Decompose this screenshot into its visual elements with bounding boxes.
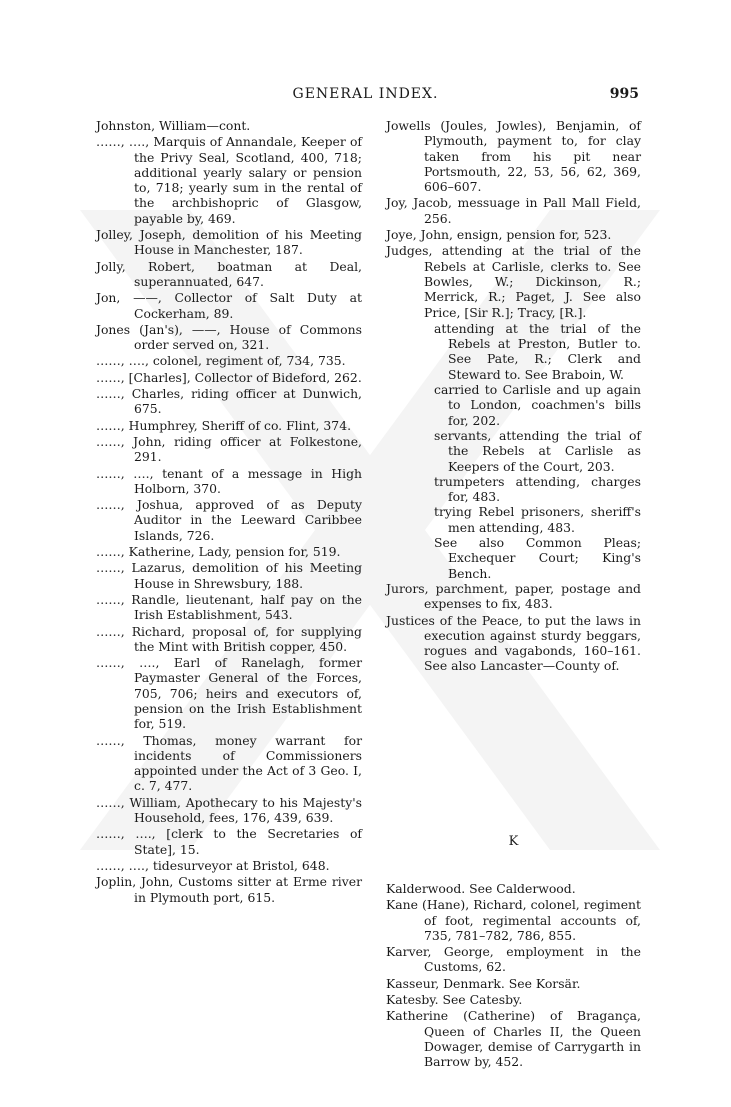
index-entry: ……, Katherine, Lady, pension for, 519. xyxy=(96,544,341,560)
index-entry: Judges, attending at the trial of the Rebels at Carlisle, clerks to. See Bowles, W.; Dickinson, R.; Merrick, R.; Paget, J. See also Price, [Sir R.]; Tracy, [R.]. xyxy=(386,243,641,320)
index-entry: Jones (Jan's), ——, House of Commons order served on, 321. xyxy=(96,321,362,353)
left-column xyxy=(96,118,362,906)
index-entry: ……, …., tenant of a message in High Holborn, 370. xyxy=(96,465,362,496)
index-entry: Justices of the Peace, to put the laws in execution against sturdy beggars, rogues and vagabonds, 160–161. See also Lancaster—County of. xyxy=(386,612,641,674)
index-entry: ……, …., colonel, regiment of, 734, 735. xyxy=(96,353,346,369)
index-subentry: carried to Carlisle and up again to London, coachmen's bills for, 202. xyxy=(434,382,641,428)
index-entry: ……, Lazarus, demolition of his Meeting House in Shrewsbury, 188. xyxy=(96,560,362,591)
index-entry: Jolly, Robert, boatman at Deal, superannuated, 647. xyxy=(96,258,362,289)
index-subentry: attending at the trial of the Rebels at Preston, Butler to. See Pate, R.; Clerk and Steward to. See Braboin, W. xyxy=(434,320,641,382)
index-entry: ……, [Charles], Collector of Bideford, 262. xyxy=(96,369,362,385)
index-entry: ……, Joshua, approved of as Deputy Auditor in the Leeward Caribbee Islands, 726. xyxy=(96,497,362,543)
index-entry: Jolley, Joseph, demolition of his Meeting House in Manchester, 187. xyxy=(96,227,362,258)
index-entry: ……, Richard, proposal of, for supplying the Mint with British copper, 450. xyxy=(96,623,362,654)
index-entry: Karver, George, employment in the Customs, 62. xyxy=(386,944,641,975)
index-entry: ……, …., tidesurveyor at Bristol, 648. xyxy=(96,857,330,873)
page-header xyxy=(0,86,731,106)
index-entry: Joplin, John, Customs sitter at Erme river in Plymouth port, 615. xyxy=(96,874,362,905)
right-column xyxy=(386,118,641,1071)
index-entry: ……, Humphrey, Sheriff of co. Flint, 374. xyxy=(96,417,352,433)
index-subentry: servants, attending the trial of the Rebels at Carlisle as Keepers of the Court, 203. xyxy=(434,427,641,474)
index-entry: Johnston, William—cont. xyxy=(96,118,251,133)
index-entry: Jurors, parchment, paper, postage and expenses to fix, 483. xyxy=(386,580,641,612)
index-entry: ……, …., Earl of Ranelagh, former Paymaster General of the Forces, 705, 706; heirs and executors of, pension on the Irish Establishment for, 519. xyxy=(96,655,362,732)
index-entry: Jon, ——, Collector of Salt Duty at Cockerham, 89. xyxy=(96,290,362,321)
index-entry: Joye, John, ensign, pension for, 523. xyxy=(386,227,612,243)
index-entry: ……, William, Apothecary to his Majesty's Household, fees, 176, 439, 639. xyxy=(96,794,362,826)
running-title: GENERAL INDEX. xyxy=(292,86,439,102)
index-entry: Katesby. See Catesby. xyxy=(386,992,523,1008)
index-subentry: See also Common Pleas; Exchequer Court; King's Bench. xyxy=(434,535,641,581)
index-entry: Kane (Hane), Richard, colonel, regiment of foot, regimental accounts of, 735, 781–782, 786, 855. xyxy=(386,897,641,943)
index-entry: ……, …., Marquis of Annandale, Keeper of the Privy Seal, Scotland, 400, 718; additional yearly salary or pension to, 718; yearly sum in the rental of the archbishopric of Glasgow, payable by, 469. xyxy=(96,134,362,226)
index-entry: ……, Thomas, money warrant for incidents of Commissioners appointed under the Act of 3 Geo. I, c. 7, 477. xyxy=(96,732,362,794)
index-entry: ……, John, riding officer at Folkestone, 291. xyxy=(96,433,362,465)
index-subentry: trumpeters attending, charges for, 483. xyxy=(434,473,641,505)
index-entry: ……, Randle, lieutenant, half pay on the Irish Establishment, 543. xyxy=(96,591,362,623)
index-entry: Kasseur, Denmark. See Korsär. xyxy=(386,975,581,991)
index-subentry: trying Rebel prisoners, sheriff's men attending, 483. xyxy=(434,504,641,535)
index-entry: ……, Charles, riding officer at Dunwich, 675. xyxy=(96,386,362,417)
index-entry: Katherine (Catherine) of Bragança, Queen of Charles II, the Queen Dowager, demise of Carrygarth in Barrow by, 452. xyxy=(386,1008,641,1070)
index-entry: ……, …., [clerk to the Secretaries of State], 15. xyxy=(96,826,362,857)
section-letter: K xyxy=(508,833,519,849)
index-entry: Joy, Jacob, messuage in Pall Mall Field, 256. xyxy=(386,195,641,226)
index-entry: Jowells (Joules, Jowles), Benjamin, of Plymouth, payment to, for clay taken from his pit near Portsmouth, 22, 53, 56, 62, 369, 606–607. xyxy=(386,118,641,195)
index-entry: Kalderwood. See Calderwood. xyxy=(386,880,576,896)
page-number: 995 xyxy=(609,86,639,102)
